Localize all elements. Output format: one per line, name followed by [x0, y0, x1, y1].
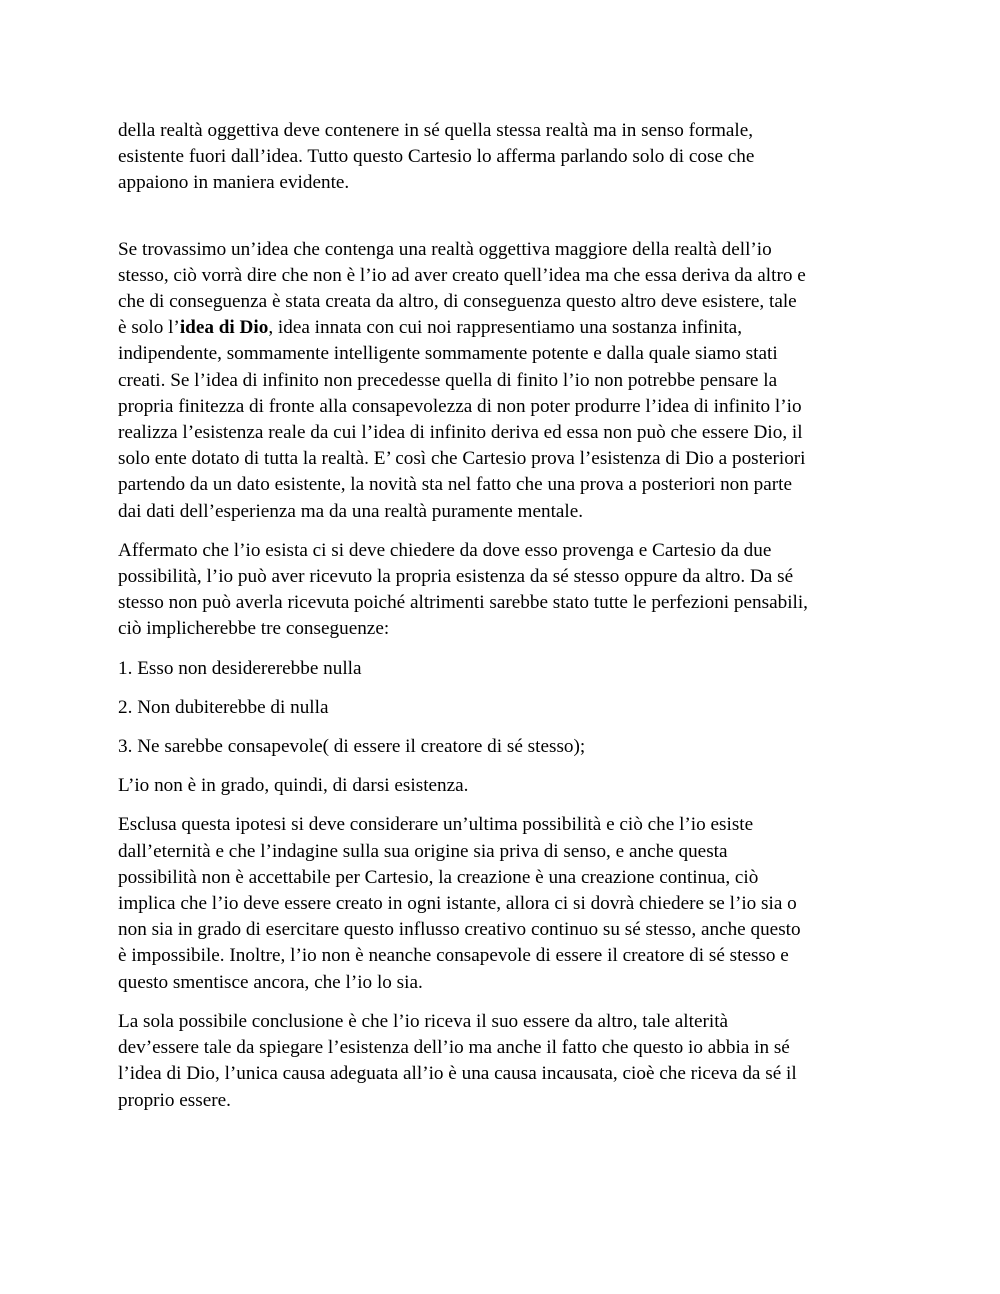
paragraph-2 [118, 237, 888, 525]
paragraph-2-text-after: , idea innata con cui noi rappresentiamo una sostanza infinita, indipendente, sommamente intelligente sommamente potente e dalla quale siamo stati creati. Se l’idea di infinito non precedesse quella di finito l’io non potrebbe pensare la propria finitezza di fronte alla consapevolezza di non poter produrre l’idea di infinito l’io realizza l’esistenza reale da cui l’idea di infinito deriva ed essa non può che essere Dio, il solo ente dotato di tutta la realtà. E’ così che Cartesio prova l’esistenza di Dio a posteriori partendo da un dato esistente, la novità sta nel fatto che una prova a posteriori non parte dai dati dell’esperienza ma da una realtà puramente mentale. [118, 317, 806, 522]
document-page [118, 118, 888, 1127]
paragraph-4: L’io non è in grado, quindi, di darsi esistenza. [118, 775, 469, 797]
paragraph-1: della realtà oggettiva deve contenere in sé quella stessa realtà ma in senso formale, esistente fuori dall’idea. Tutto questo Cartesio lo afferma parlando solo di cose che appaiono in maniera evidente. [118, 120, 755, 194]
paragraph-3: Affermato che l’io esista ci si deve chiedere da dove esso provenga e Cartesio da due possibilità, l’io può aver ricevuto la propria esistenza da sé stesso oppure da altro. Da sé stesso non può averla ricevuta poiché altrimenti sarebbe stato tutte le perfezioni pensabili, ciò implicherebbe tre conseguenze: [118, 539, 808, 640]
paragraph-5: Esclusa questa ipotesi si deve considerare un’ultima possibilità e ciò che l’io esiste dall’eternità e che l’indagine sulla sua origine sia priva di senso, e anche questa possibilità non è accettabile per Cartesio, la creazione è una creazione continua, ciò implica che l’io deve essere creato in ogni istante, allora ci si dovrà chiedere se l’io sia o non sia in grado di esercitare questo influsso creativo continuo su sé stesso, anche questo è impossibile. Inoltre, l’io non è neanche consapevole di essere il creatore di sé stesso e questo smentisce ancora, che l’io lo sia. [118, 814, 801, 993]
bold-term-idea-di-dio: idea di Dio [179, 317, 269, 339]
paragraph-6: La sola possibile conclusione è che l’io riceva il suo essere da altro, tale alterità dev’essere tale da spiegare l’esistenza dell’io ma anche il fatto che questo io abbia in sé l’idea di Dio, l’unica causa adeguata all’io è una causa incausata, cioè che riceva da sé il proprio essere. [118, 1010, 797, 1111]
list-item-3: 3. Ne sarebbe consapevole( di essere il creatore di sé stesso); [118, 736, 586, 758]
list-item-1: 1. Esso non desidererebbe nulla [118, 657, 362, 679]
paragraph-2-text-before: Se trovassimo un’idea che contenga una realtà oggettiva maggiore della realtà dell’io stesso, ciò vorrà dire che non è l’io ad aver creato quell’idea ma che essa deriva da altro e che di conseguenza è stata creata da altro, di conseguenza questo altro deve esistere, tale è solo l’ [118, 238, 806, 339]
list-item-2: 2. Non dubiterebbe di nulla [118, 696, 329, 718]
